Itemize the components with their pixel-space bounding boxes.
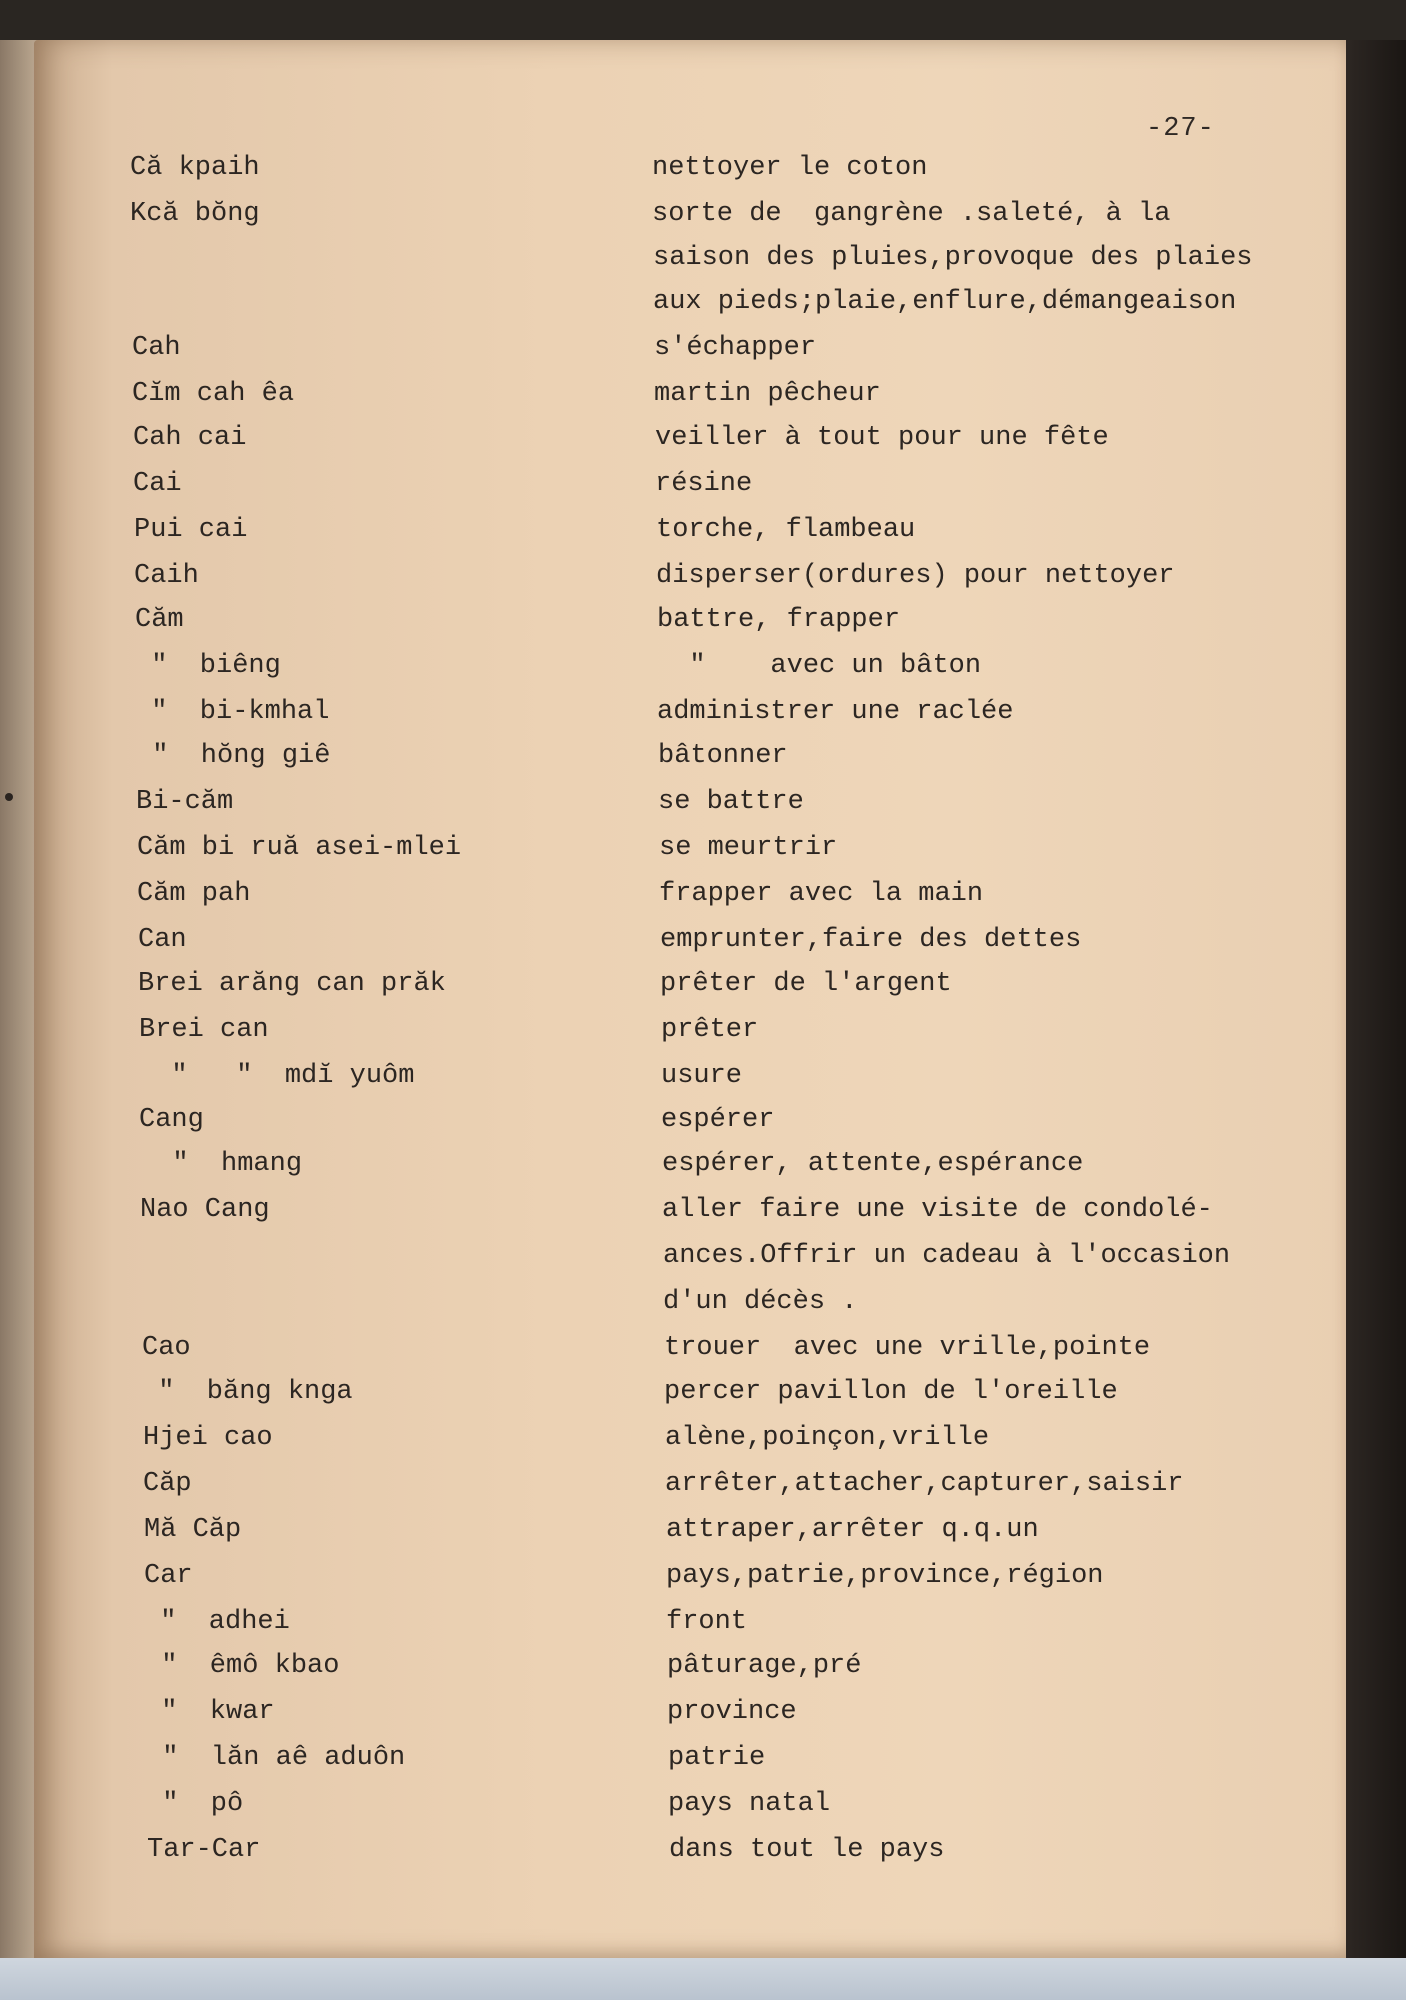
glossary-row [0, 922, 1406, 966]
page-number: -27- [1146, 114, 1215, 144]
glossary-row [0, 1420, 1406, 1464]
glossary-term: Hjei cao [143, 1423, 273, 1453]
glossary-row [0, 1146, 1406, 1190]
glossary-row [0, 512, 1406, 556]
glossary-row [0, 1192, 1406, 1236]
glossary-definition: emprunter,faire des dettes [660, 925, 1082, 955]
glossary-definition: se meurtrir [659, 833, 838, 863]
glossary-definition: veiller à tout pour une fête [655, 423, 1109, 453]
glossary-definition: espérer, attente,espérance [662, 1149, 1084, 1179]
glossary-term: Brei can [139, 1015, 269, 1045]
glossary-row [0, 196, 1406, 240]
glossary-term: Bi-căm [136, 787, 234, 817]
glossary-definition: attraper,arrêter q.q.un [666, 1515, 1039, 1545]
glossary-row [0, 1466, 1406, 1510]
glossary-definition: alène,poinçon,vrille [665, 1423, 990, 1453]
glossary-term: Mă Căp [144, 1515, 242, 1545]
glossary-row [0, 1740, 1406, 1784]
glossary-definition: disperser(ordures) pour nettoyer [656, 561, 1175, 591]
glossary-definition: frapper avec la main [659, 879, 984, 909]
glossary-row [0, 1012, 1406, 1056]
glossary-term: Kcă bŏng [130, 199, 260, 229]
glossary-row [0, 1512, 1406, 1556]
glossary-term: Căp [143, 1469, 192, 1499]
glossary-definition: dans tout le pays [669, 1835, 945, 1865]
glossary-definition: nettoyer le coton [652, 153, 928, 183]
glossary-definition: trouer avec une vrille,pointe [664, 1333, 1151, 1363]
glossary-definition: usure [661, 1061, 743, 1091]
glossary-definition: résine [655, 469, 753, 499]
glossary-definition: " avec un bâton [657, 651, 982, 681]
glossary-definition: torche, flambeau [656, 515, 916, 545]
glossary-definition: espérer [661, 1105, 775, 1135]
glossary-definition: prêter de l'argent [660, 969, 952, 999]
glossary-definition: pâturage,pré [667, 1651, 862, 1681]
glossary-term: " biêng [135, 651, 281, 681]
glossary-row [0, 1330, 1406, 1374]
glossary-definition: bâtonner [658, 741, 788, 771]
glossary-term: " hmang [140, 1149, 303, 1179]
glossary-definition: d'un décès . [663, 1287, 858, 1317]
glossary-row [0, 1694, 1406, 1738]
glossary-term: " hŏng giê [136, 741, 331, 771]
glossary-term: " pô [146, 1789, 244, 1819]
glossary-term: Cai [133, 469, 182, 499]
glossary-definition: sorte de gangrène .saleté, à la [652, 199, 1171, 229]
glossary-term: Cah cai [133, 423, 247, 453]
glossary-row [0, 966, 1406, 1010]
glossary-definition: prêter [661, 1015, 759, 1045]
glossary-row [0, 558, 1406, 602]
glossary-row [0, 466, 1406, 510]
glossary-row [0, 1786, 1406, 1830]
glossary-row [0, 1648, 1406, 1692]
glossary-definition: se battre [658, 787, 804, 817]
glossary-definition: percer pavillon de l'oreille [664, 1377, 1118, 1407]
glossary-term: Căm pah [137, 879, 251, 909]
glossary-row [0, 876, 1406, 920]
glossary-definition: ances.Offrir un cadeau à l'occasion [663, 1241, 1231, 1271]
glossary-definition: patrie [668, 1743, 766, 1773]
glossary-definition: pays natal [668, 1789, 831, 1819]
glossary-term: " kwar [145, 1697, 275, 1727]
glossary-row [0, 830, 1406, 874]
glossary-row [0, 420, 1406, 464]
glossary-term: Căm [135, 605, 184, 635]
glossary-row [0, 1604, 1406, 1648]
glossary-row [0, 376, 1406, 420]
glossary-term: Tar-Car [147, 1835, 261, 1865]
glossary-term: " lăn aê aduôn [146, 1743, 406, 1773]
glossary-row [0, 784, 1406, 828]
glossary-term: " adhei [144, 1607, 290, 1637]
glossary-definition: battre, frapper [657, 605, 901, 635]
glossary-definition: aux pieds;plaie,enflure,démangeaison [653, 287, 1237, 317]
glossary-definition: arrêter,attacher,capturer,saisir [665, 1469, 1184, 1499]
glossary-row [0, 150, 1406, 194]
glossary-term: Brei arăng can prăk [138, 969, 446, 999]
glossary-term: " " mdĭ yuôm [139, 1061, 415, 1091]
glossary-definition: saison des pluies,provoque des plaies [653, 243, 1253, 273]
glossary-row [0, 1558, 1406, 1602]
glossary-row [0, 1238, 1406, 1282]
glossary-definition: s'échapper [654, 333, 817, 363]
glossary-term: Caih [134, 561, 199, 591]
glossary-row [0, 1374, 1406, 1418]
glossary-row [0, 284, 1406, 328]
glossary-row [0, 1284, 1406, 1328]
glossary-term: Cĭm cah êa [132, 379, 295, 409]
glossary-term: Cang [139, 1105, 204, 1135]
glossary-term: Car [144, 1561, 193, 1591]
glossary-row [0, 602, 1406, 646]
glossary-row [0, 330, 1406, 374]
glossary-row [0, 240, 1406, 284]
glossary-term: Pui cai [134, 515, 248, 545]
glossary-row [0, 1102, 1406, 1146]
glossary-definition: front [666, 1607, 748, 1637]
glossary-term: Nao Cang [140, 1195, 270, 1225]
glossary-definition: martin pêcheur [654, 379, 881, 409]
table-surface [0, 1958, 1406, 2000]
glossary-row [0, 738, 1406, 782]
glossary-term: " êmô kbao [145, 1651, 340, 1681]
glossary-definition: aller faire une visite de condolé- [662, 1195, 1213, 1225]
glossary-row [0, 694, 1406, 738]
glossary-definition: pays,patrie,province,région [666, 1561, 1104, 1591]
glossary-term: Cah [132, 333, 181, 363]
glossary-row [0, 1832, 1406, 1876]
glossary-definition: administrer une raclée [657, 697, 1014, 727]
glossary-term: Că kpaih [130, 153, 260, 183]
glossary-term: " băng knga [142, 1377, 353, 1407]
glossary-term: Can [138, 925, 187, 955]
glossary-row [0, 648, 1406, 692]
glossary-term: Căm bi ruă asei-mlei [137, 833, 462, 863]
glossary-row [0, 1058, 1406, 1102]
glossary-term: Cao [142, 1333, 191, 1363]
glossary-term: " bi-kmhal [135, 697, 330, 727]
glossary-definition: province [667, 1697, 797, 1727]
